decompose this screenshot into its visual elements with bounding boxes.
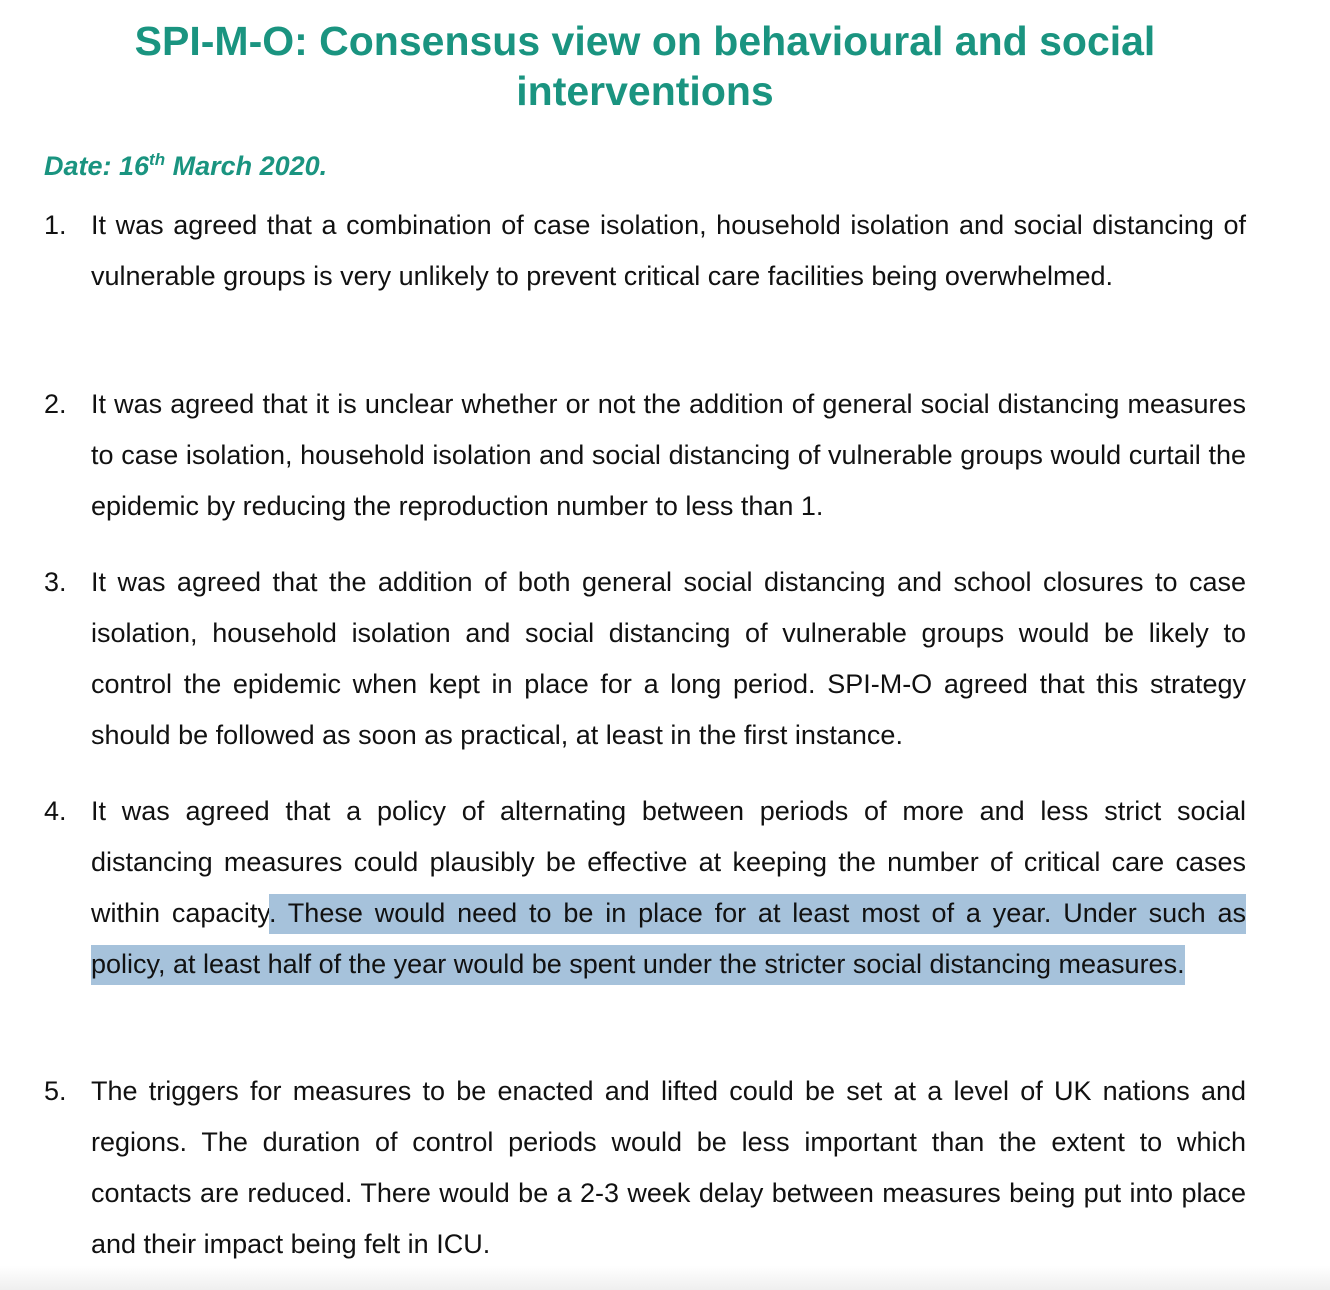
list-item-2 — [44, 379, 1246, 532]
list-item-number: 4. — [44, 796, 67, 826]
list-item-text: It was agreed that the addition of both general social distancing and school closures to case isolation, household isolation and social distancing of vulnerable groups would be likely to control the epidemic when kept in place for a long period. SPI-M-O agreed that this strategy should be followed as soon as practical, at least in the first instance. — [91, 567, 1246, 750]
list-item-4 — [44, 786, 1246, 990]
date-superscript: th — [149, 150, 166, 169]
page-bottom-edge — [0, 1266, 1330, 1290]
document-title: SPI-M-O: Consensus view on behavioural and social interventions — [134, 18, 1156, 114]
list-item-number: 3. — [44, 567, 67, 597]
list-item-1 — [44, 200, 1246, 302]
list-item-3 — [44, 557, 1246, 761]
list-item-text-plain: It was agreed that a policy of alternating between periods of more and less strict social distancing measures could plausibly be effective at keeping the number of critical care cases within capacity — [91, 796, 1246, 928]
list-item-text: It was agreed that a combination of case isolation, household isolation and social distancing of vulnerable groups is very unlikely to prevent critical care facilities being overwhelmed. — [91, 210, 1246, 291]
list-item-number: 5. — [44, 1076, 67, 1106]
date-prefix: Date: 16 — [44, 151, 150, 181]
document-date — [44, 146, 327, 186]
list-item-text — [91, 786, 1246, 990]
list-item-5 — [44, 1066, 1246, 1270]
list-item-text: The triggers for measures to be enacted and lifted could be set at a level of UK nations and regions. The duration of control periods would be less important than the extent to which contacts are reduced. There would be a 2-3 week delay between measures being put into place and their impact being felt in ICU. — [91, 1076, 1246, 1259]
list-item-text: It was agreed that it is unclear whether or not the addition of general social distancing measures to case isolation, household isolation and social distancing of vulnerable groups would curtail the epidemic by reducing the reproduction number to less than 1. — [91, 389, 1246, 521]
list-item-number: 2. — [44, 389, 67, 419]
text-selection-highlight[interactable]: . These would need to be in place for at least most of a year. Under such as policy, at least half of the year would be spent under the stricter social distancing measures. — [91, 894, 1246, 985]
date-suffix: March 2020. — [165, 151, 328, 181]
list-item-number: 1. — [44, 210, 67, 240]
